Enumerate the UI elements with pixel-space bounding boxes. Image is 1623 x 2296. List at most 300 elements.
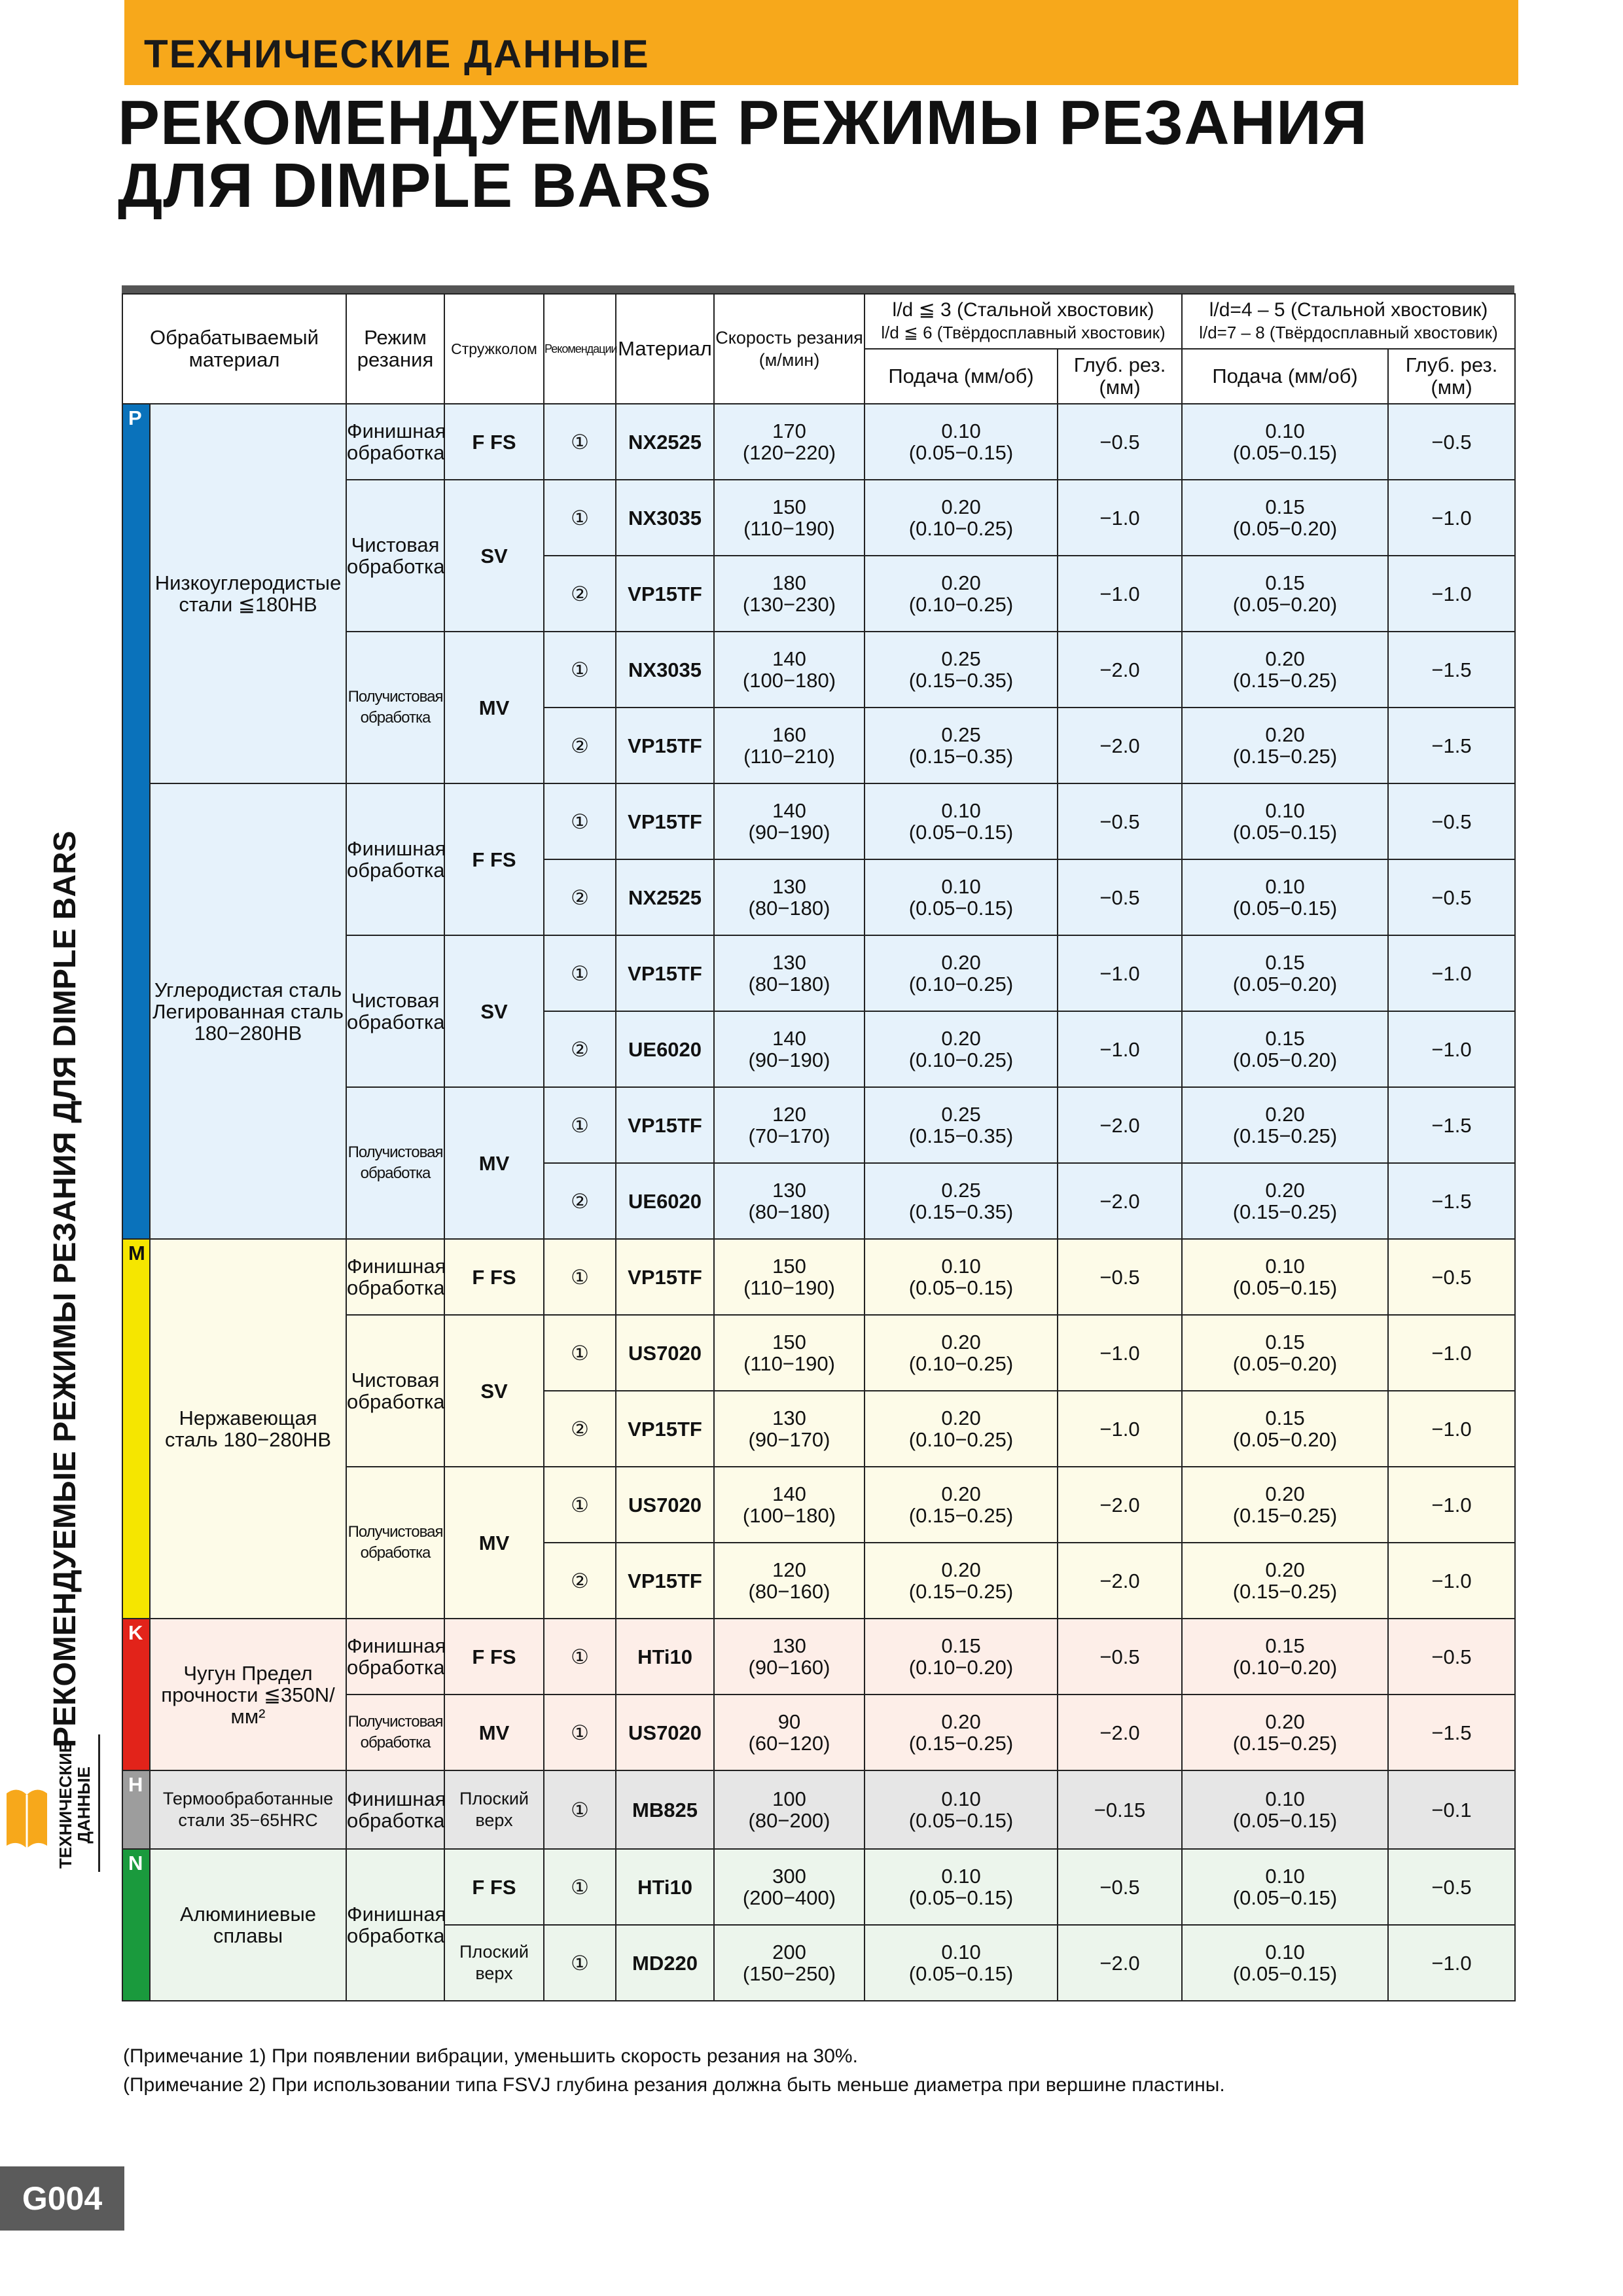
depth-2: −1.0 [1388,556,1515,632]
cutting-speed-range: (110−210) [743,745,835,768]
material-group-strip: K [122,1619,150,1770]
depth-1: −2.0 [1058,1925,1182,2001]
feed-1-range: (0.10−0.25) [908,973,1014,996]
cutting-speed-value: 130 [772,875,806,898]
cutting-mode: Получистовая обработка [346,1087,444,1239]
header-group-2 [1182,294,1515,349]
feed-2-value: 0.20 [1265,1482,1305,1505]
header-feed-1: Подача (мм/об) [865,349,1058,404]
grade: UE6020 [616,1163,714,1239]
grade: HTi10 [616,1619,714,1695]
cutting-speed-value: 150 [772,1255,806,1278]
tab-divider [98,1734,100,1872]
grade: VP15TF [616,708,714,783]
cutting-speed-value: 170 [772,420,806,442]
feed-1 [865,480,1058,556]
notes [123,2042,1225,2100]
depth-1: −0.5 [1058,1239,1182,1315]
depth-1: −2.0 [1058,708,1182,783]
grade: HTi10 [616,1849,714,1925]
cutting-speed-value: 200 [772,1941,806,1964]
cutting-speed-range: (90−190) [748,821,830,844]
feed-1-value: 0.20 [941,951,981,974]
feed-1-range: (0.10−0.25) [908,1049,1014,1071]
feed-1-value: 0.10 [941,1941,981,1964]
chipbreaker: F FS [444,1849,544,1925]
feed-2 [1182,1849,1388,1925]
feed-2-range: (0.15−0.25) [1232,1504,1338,1527]
cutting-speed [714,556,865,632]
depth-2: −1.5 [1388,1087,1515,1163]
feed-2 [1182,1391,1388,1467]
feed-2-value: 0.20 [1265,1103,1305,1126]
grade: VP15TF [616,1087,714,1163]
feed-1-value: 0.20 [941,1331,981,1354]
recommendation: ① [544,1619,616,1695]
cutting-speed-value: 180 [772,571,806,594]
feed-2 [1182,783,1388,859]
material-name: Низкоуглеродистые стали ≦180HB [150,404,346,783]
feed-2-value: 0.15 [1265,1027,1305,1050]
grade: VP15TF [616,1239,714,1315]
feed-2-range: (0.15−0.25) [1232,669,1338,692]
cutting-speed-range: (150−250) [742,1962,836,1985]
cutting-speed [714,632,865,708]
recommendation: ① [544,1467,616,1543]
cutting-speed-range: (120−220) [742,441,836,464]
feed-2 [1182,1163,1388,1239]
cutting-speed [714,1925,865,2001]
feed-1-value: 0.10 [941,1255,981,1278]
cutting-speed [714,1087,865,1163]
chipbreaker: MV [444,1087,544,1239]
cutting-mode: Финишная обработка [346,404,444,480]
material-name: Углеродистая сталь Легированная сталь 180−280HB [150,783,346,1239]
feed-1-range: (0.15−0.25) [908,1732,1014,1755]
feed-1-value: 0.10 [941,799,981,822]
feed-1 [865,1467,1058,1543]
depth-1: −0.5 [1058,404,1182,480]
cutting-speed-range: (90−170) [748,1428,830,1451]
feed-2 [1182,859,1388,935]
grade: US7020 [616,1315,714,1391]
depth-2: −1.0 [1388,1315,1515,1391]
feed-1-range: (0.15−0.25) [908,1504,1014,1527]
feed-1-value: 0.10 [941,875,981,898]
cutting-speed-range: (110−190) [743,1352,835,1375]
recommendation: ① [544,1849,616,1925]
feed-1-range: (0.10−0.25) [908,1428,1014,1451]
feed-1 [865,1619,1058,1695]
table-row [122,404,1515,480]
feed-2-value: 0.10 [1265,875,1305,898]
header-grade: Материал [616,294,714,404]
feed-2 [1182,1543,1388,1619]
feed-2-range: (0.10−0.20) [1232,1656,1338,1679]
table-row [122,1239,1515,1315]
depth-1: −1.0 [1058,1011,1182,1087]
feed-2-value: 0.15 [1265,495,1305,518]
feed-2-range: (0.05−0.15) [1232,1886,1338,1909]
feed-1-value: 0.20 [941,1407,981,1429]
depth-2: −1.0 [1388,1011,1515,1087]
depth-2: −1.0 [1388,935,1515,1011]
section-tab-label-line-2: ДАННЫЕ [74,1767,94,1844]
cutting-mode: Финишная обработка [346,1849,444,2001]
grade: VP15TF [616,935,714,1011]
recommendation: ② [544,1163,616,1239]
chipbreaker: SV [444,480,544,632]
depth-1: −1.0 [1058,1315,1182,1391]
feed-2-value: 0.15 [1265,1407,1305,1429]
cutting-mode: Чистовая обработка [346,1315,444,1467]
depth-1: −2.0 [1058,632,1182,708]
feed-1 [865,1239,1058,1315]
depth-2: −1.0 [1388,1391,1515,1467]
depth-2: −1.5 [1388,1695,1515,1770]
feed-2 [1182,1770,1388,1849]
feed-2 [1182,480,1388,556]
cutting-speed-range: (80−180) [748,1200,830,1223]
table-row [122,783,1515,859]
cutting-mode: Чистовая обработка [346,935,444,1087]
cutting-mode: Чистовая обработка [346,480,444,632]
feed-1-value: 0.20 [941,1027,981,1050]
feed-1-range: (0.15−0.35) [908,669,1014,692]
depth-1: −1.0 [1058,480,1182,556]
feed-1 [865,1770,1058,1849]
header-chipbreaker: Стружколом [444,294,544,404]
depth-1: −1.0 [1058,556,1182,632]
cutting-speed [714,708,865,783]
feed-2-value: 0.10 [1265,1787,1305,1810]
recommendation: ① [544,1925,616,2001]
depth-2: −0.5 [1388,1239,1515,1315]
feed-2 [1182,1619,1388,1695]
table-row [122,1619,1515,1695]
feed-2-range: (0.15−0.25) [1232,745,1338,768]
header-depth-2: Глуб. рез. (мм) [1388,349,1515,404]
cutting-mode: Финишная обработка [346,1239,444,1315]
feed-1-value: 0.10 [941,1865,981,1888]
feed-1-range: (0.15−0.25) [908,1580,1014,1603]
depth-1: −0.5 [1058,1619,1182,1695]
depth-1: −2.0 [1058,1543,1182,1619]
header-speed: Скорость резания (м/мин) [714,294,865,404]
section-label: ТЕХНИЧЕСКИЕ ДАННЫЕ [144,32,650,76]
feed-2-range: (0.15−0.25) [1232,1580,1338,1603]
cutting-speed-value: 90 [777,1710,801,1733]
feed-2 [1182,1239,1388,1315]
chipbreaker: F FS [444,404,544,480]
cutting-speed [714,1011,865,1087]
feed-2-value: 0.10 [1265,1255,1305,1278]
feed-2 [1182,1695,1388,1770]
cutting-speed [714,1619,865,1695]
cutting-mode: Получистовая обработка [346,1695,444,1770]
cutting-mode: Финишная обработка [346,1619,444,1695]
recommendation: ② [544,708,616,783]
feed-1 [865,1695,1058,1770]
feed-1 [865,1391,1058,1467]
feed-2-range: (0.05−0.15) [1232,897,1338,920]
cutting-speed-range: (80−180) [748,897,830,920]
feed-1 [865,1543,1058,1619]
header-mode: Режим резания [346,294,444,404]
recommendation: ② [544,1011,616,1087]
page-title-line-2: ДЛЯ DIMPLE BARS [118,151,712,221]
depth-1: −0.15 [1058,1770,1182,1849]
feed-1-range: (0.10−0.25) [908,1352,1014,1375]
depth-2: −0.1 [1388,1770,1515,1849]
depth-1: −2.0 [1058,1695,1182,1770]
recommendation: ② [544,556,616,632]
grade: NX3035 [616,632,714,708]
book-icon [4,1780,50,1852]
cutting-speed-range: (80−200) [748,1809,830,1832]
cutting-speed [714,1849,865,1925]
grade: MD220 [616,1925,714,2001]
page-number: G004 [0,2166,124,2231]
feed-1-range: (0.05−0.15) [908,821,1014,844]
cutting-speed [714,783,865,859]
cutting-speed-range: (70−170) [748,1124,830,1147]
cutting-speed-value: 120 [772,1558,806,1581]
cutting-speed-value: 300 [772,1865,806,1888]
feed-1-range: (0.15−0.35) [908,1200,1014,1223]
cutting-speed-range: (80−160) [748,1580,830,1603]
feed-1 [865,632,1058,708]
feed-1-value: 0.25 [941,647,981,670]
chipbreaker: Плоский верх [444,1925,544,2001]
material-group-strip: H [122,1770,150,1849]
cutting-speed [714,480,865,556]
feed-1-value: 0.15 [941,1634,981,1657]
feed-1 [865,708,1058,783]
cutting-speed-range: (100−180) [742,669,836,692]
depth-1: −0.5 [1058,859,1182,935]
feed-2 [1182,556,1388,632]
feed-2-range: (0.05−0.15) [1232,821,1338,844]
feed-1 [865,859,1058,935]
cutting-speed [714,1543,865,1619]
table-row [122,1770,1515,1849]
feed-1-value: 0.20 [941,1710,981,1733]
recommendation: ① [544,1239,616,1315]
grade: VP15TF [616,556,714,632]
depth-2: −1.0 [1388,1467,1515,1543]
depth-1: −2.0 [1058,1087,1182,1163]
recommendation: ① [544,1770,616,1849]
grade: US7020 [616,1695,714,1770]
material-name: Алюминиевые сплавы [150,1849,346,2001]
cutting-speed [714,1770,865,1849]
feed-1-value: 0.10 [941,420,981,442]
material-name: Термообработанные стали 35−65HRC [150,1770,346,1849]
feed-2-value: 0.10 [1265,1865,1305,1888]
depth-2: −1.0 [1388,1925,1515,2001]
cutting-speed-range: (80−180) [748,973,830,996]
feed-2 [1182,1087,1388,1163]
feed-1-value: 0.20 [941,495,981,518]
cutting-speed-value: 150 [772,1331,806,1354]
cutting-speed-value: 130 [772,1407,806,1429]
cutting-speed [714,1163,865,1239]
feed-2-range: (0.05−0.15) [1232,441,1338,464]
cutting-speed [714,1695,865,1770]
grade: VP15TF [616,1391,714,1467]
feed-1-value: 0.25 [941,723,981,746]
chipbreaker: Плоский верх [444,1770,544,1849]
feed-1-range: (0.15−0.35) [908,745,1014,768]
header-group-1 [865,294,1182,349]
cutting-speed-value: 140 [772,647,806,670]
cutting-speed-value: 130 [772,1179,806,1202]
feed-1-value: 0.20 [941,1482,981,1505]
feed-1-range: (0.05−0.15) [908,1962,1014,1985]
cutting-speed-range: (110−190) [743,1276,835,1299]
feed-2-range: (0.05−0.20) [1232,517,1338,540]
feed-1-range: (0.05−0.15) [908,897,1014,920]
feed-2 [1182,632,1388,708]
feed-2-range: (0.05−0.20) [1232,1428,1338,1451]
header-group-2-line-1: l/d=4 – 5 (Стальной хвостовик) [1209,299,1488,321]
feed-2-range: (0.05−0.20) [1232,973,1338,996]
depth-2: −1.5 [1388,708,1515,783]
section-tab-label [56,1742,93,1869]
chipbreaker: MV [444,1695,544,1770]
header-recommendation: Рекомендации [544,294,616,404]
feed-2 [1182,1011,1388,1087]
cutting-speed-value: 150 [772,495,806,518]
recommendation: ① [544,1315,616,1391]
feed-1-value: 0.25 [941,1179,981,1202]
cutting-speed-value: 160 [772,723,806,746]
feed-1-range: (0.05−0.15) [908,441,1014,464]
cutting-conditions-table [122,293,1516,2001]
recommendation: ② [544,859,616,935]
feed-1-range: (0.05−0.15) [908,1276,1014,1299]
chipbreaker: F FS [444,1619,544,1695]
cutting-speed-range: (110−190) [743,517,835,540]
note-2: (Примечание 2) При использовании типа FSVJ глубина резания должна быть меньше диаметра при вершине пластины. [123,2074,1225,2096]
feed-1 [865,1849,1058,1925]
recommendation: ① [544,1087,616,1163]
feed-2-value: 0.15 [1265,951,1305,974]
feed-2-value: 0.20 [1265,1179,1305,1202]
feed-1 [865,1011,1058,1087]
cutting-speed [714,859,865,935]
cutting-speed [714,1391,865,1467]
cutting-speed-range: (130−230) [742,593,836,616]
table-row [122,1849,1515,1925]
depth-2: −1.5 [1388,1163,1515,1239]
cutting-mode: Финишная обработка [346,1770,444,1849]
depth-2: −0.5 [1388,1849,1515,1925]
feed-1 [865,1163,1058,1239]
feed-1 [865,556,1058,632]
feed-2-value: 0.10 [1265,420,1305,442]
cutting-speed-range: (90−190) [748,1049,830,1071]
section-band [124,0,1518,85]
depth-2: −0.5 [1388,859,1515,935]
cutting-mode: Финишная обработка [346,783,444,935]
chipbreaker: SV [444,935,544,1087]
feed-2-value: 0.20 [1265,1558,1305,1581]
recommendation: ② [544,1391,616,1467]
feed-2 [1182,1315,1388,1391]
cutting-speed-range: (200−400) [742,1886,836,1909]
material-group-strip: P [122,404,150,1239]
grade: MB825 [616,1770,714,1849]
feed-1-range: (0.10−0.20) [908,1656,1014,1679]
feed-1 [865,1087,1058,1163]
feed-1 [865,1315,1058,1391]
cutting-mode: Получистовая обработка [346,1467,444,1619]
depth-2: −0.5 [1388,783,1515,859]
grade: VP15TF [616,1543,714,1619]
feed-2 [1182,935,1388,1011]
vertical-section-title: РЕКОМЕНДУЕМЫЕ РЕЖИМЫ РЕЗАНИЯ ДЛЯ DIMPLE BARS [48,831,82,1748]
cutting-speed [714,1315,865,1391]
feed-1 [865,404,1058,480]
header-group-2-line-2: l/d=7 – 8 (Твёрдосплавный хвостовик) [1199,323,1498,342]
recommendation: ① [544,632,616,708]
feed-2-range: (0.05−0.20) [1232,1049,1338,1071]
feed-2-value: 0.20 [1265,1710,1305,1733]
depth-1: −0.5 [1058,1849,1182,1925]
feed-2-range: (0.05−0.15) [1232,1276,1338,1299]
recommendation: ① [544,480,616,556]
feed-2-range: (0.05−0.15) [1232,1809,1338,1832]
recommendation: ① [544,783,616,859]
material-group-strip: N [122,1849,150,2001]
depth-2: −1.0 [1388,480,1515,556]
section-tab-label-line-1: ТЕХНИЧЕСКИЕ [56,1741,75,1869]
cutting-speed-range: (60−120) [748,1732,830,1755]
header-feed-2: Подача (мм/об) [1182,349,1388,404]
feed-2-value: 0.20 [1265,723,1305,746]
cutting-speed [714,935,865,1011]
feed-1-value: 0.10 [941,1787,981,1810]
chipbreaker: MV [444,1467,544,1619]
cutting-speed-value: 120 [772,1103,806,1126]
material-name: Чугун Предел прочности ≦350N/мм² [150,1619,346,1770]
chipbreaker: MV [444,632,544,783]
chipbreaker: F FS [444,1239,544,1315]
feed-2-range: (0.05−0.15) [1232,1962,1338,1985]
feed-2-value: 0.10 [1265,1941,1305,1964]
feed-1 [865,783,1058,859]
cutting-speed-value: 130 [772,951,806,974]
feed-2-range: (0.15−0.25) [1232,1200,1338,1223]
chipbreaker: SV [444,1315,544,1467]
feed-2-value: 0.10 [1265,799,1305,822]
cutting-speed-value: 140 [772,1027,806,1050]
grade: NX2525 [616,404,714,480]
feed-1-range: (0.15−0.35) [908,1124,1014,1147]
cutting-speed [714,404,865,480]
cutting-speed-value: 130 [772,1634,806,1657]
note-1: (Примечание 1) При появлении вибрации, уменьшить скорость резания на 30%. [123,2045,858,2067]
cutting-speed-value: 140 [772,799,806,822]
depth-1: −1.0 [1058,935,1182,1011]
feed-2 [1182,404,1388,480]
feed-2 [1182,1925,1388,2001]
header-material: Обрабатываемый материал [122,294,346,404]
depth-2: −1.5 [1388,632,1515,708]
grade: NX2525 [616,859,714,935]
